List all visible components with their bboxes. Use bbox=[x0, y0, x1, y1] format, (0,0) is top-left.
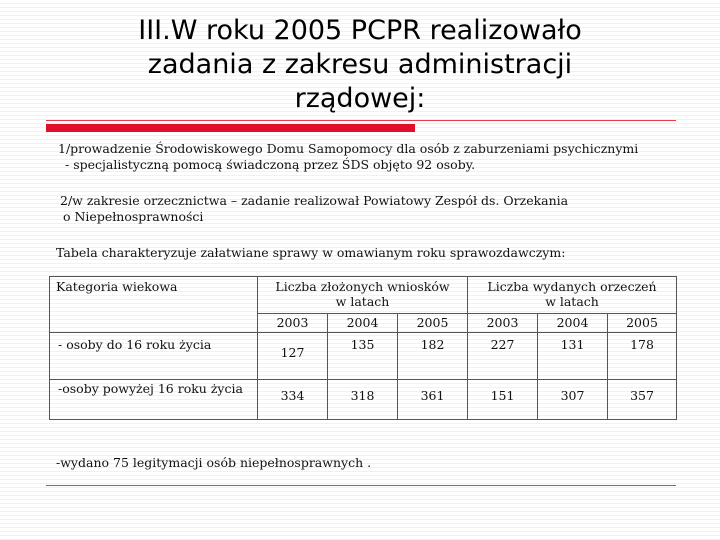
header-applications bbox=[258, 277, 468, 314]
value-cell: 307 bbox=[538, 380, 608, 420]
paragraph-2-line-2: o Niepełnosprawności bbox=[63, 209, 204, 224]
accent-bar bbox=[46, 124, 415, 132]
paragraph-2-line-1: 2/w zakresie orzecznictwa – zadanie realizował Powiatowy Zespół ds. Orzekania bbox=[60, 193, 569, 208]
title-line-1: III.W roku 2005 PCPR realizowało bbox=[138, 15, 582, 46]
value-cell: 227 bbox=[468, 333, 538, 380]
orzecznictwo-table bbox=[49, 276, 677, 420]
year-cell: 2005 bbox=[608, 314, 677, 333]
year-cell: 2004 bbox=[328, 314, 398, 333]
header-applications-line-2: w latach bbox=[335, 294, 390, 309]
value-cell: 357 bbox=[608, 380, 677, 420]
table-row bbox=[50, 380, 677, 420]
value-cell: 334 bbox=[258, 380, 328, 420]
bottom-rule bbox=[46, 485, 676, 486]
value-cell: 131 bbox=[538, 333, 608, 380]
header-decisions bbox=[468, 277, 677, 314]
value-cell: 151 bbox=[468, 380, 538, 420]
year-cell: 2005 bbox=[398, 314, 468, 333]
year-cell: 2003 bbox=[468, 314, 538, 333]
value-cell: 318 bbox=[328, 380, 398, 420]
paragraph-1-line-2: - specjalistyczną pomocą świadczoną przez ŚDS objęto 92 osoby. bbox=[65, 157, 476, 172]
paragraph-1-line-1: 1/prowadzenie Środowiskowego Domu Samopomocy dla osób z zaburzeniami psychicznymi bbox=[58, 141, 639, 156]
header-decisions-line-1: Liczba wydanych orzeczeń bbox=[487, 279, 657, 294]
header-applications-line-1: Liczba złożonych wniosków bbox=[275, 279, 450, 294]
value-cell: 135 bbox=[328, 333, 398, 380]
title-line-2: zadania z zakresu administracji bbox=[147, 49, 573, 80]
row-label: -osoby powyżej 16 roku życia bbox=[50, 380, 258, 420]
header-decisions-line-2: w latach bbox=[545, 294, 599, 309]
footer-note: -wydano 75 legitymacji osób niepełnosprawnych . bbox=[56, 455, 372, 470]
value-cell: 127 bbox=[258, 333, 328, 380]
slide-title bbox=[40, 14, 680, 116]
value-cell: 361 bbox=[398, 380, 468, 420]
table-row bbox=[50, 333, 677, 380]
year-cell: 2004 bbox=[538, 314, 608, 333]
year-cell: 2003 bbox=[258, 314, 328, 333]
title-line-3: rządowej: bbox=[294, 83, 426, 114]
table-intro: Tabela charakteryzuje załatwiane sprawy w omawianym roku sprawozdawczym: bbox=[56, 245, 566, 260]
row-label: - osoby do 16 roku życia bbox=[50, 333, 258, 380]
header-category: Kategoria wiekowa bbox=[50, 277, 258, 333]
table-header-row bbox=[50, 277, 677, 314]
value-cell: 182 bbox=[398, 333, 468, 380]
top-rule bbox=[46, 120, 676, 121]
value-cell: 178 bbox=[608, 333, 677, 380]
